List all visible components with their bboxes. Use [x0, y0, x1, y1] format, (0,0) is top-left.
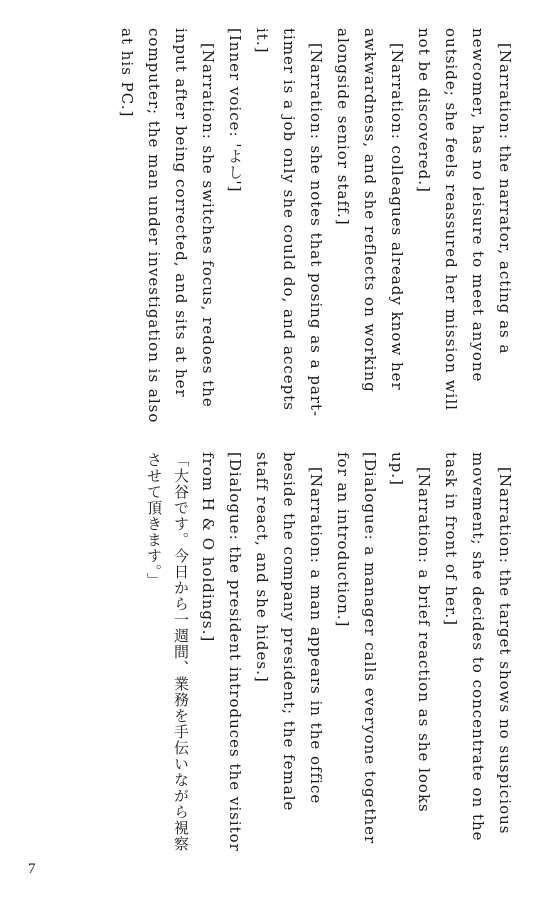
paragraph: [Narration: she switches focus, redoes the input after being corrected, and sits at her computer; the man under investigation is also at his PC.]	[118, 28, 217, 424]
paragraph: [Narration: a brief reaction as she looks up.]	[388, 452, 433, 813]
page-number: 7	[28, 861, 36, 877]
dialogue-line: [Dialogue: a manager calls everyone together for an introduction.]	[334, 452, 379, 845]
paragraph: [Narration: colleagues already know her awkwardness, and she reflects on working alongside senior staff.]	[334, 28, 406, 393]
paragraph: [Narration: the target shows no suspicious movement; she decides to concentrate on the task in front of her.]	[442, 452, 514, 842]
dialogue-line: 「大谷です。今日から一週間、業務を手伝いながら視察させて頂きます。」	[145, 452, 190, 852]
paragraph: [Inner voice: 'よし']	[226, 28, 244, 193]
text-column-bottom	[28, 452, 518, 852]
text-column-top	[28, 28, 518, 428]
paragraph: [Narration: she notes that posing as a part-timer is a job only she could do, and accepts it.]	[253, 28, 325, 418]
dialogue-line: [Dialogue: the president introduces the visitor from H & O holdings.]	[199, 452, 244, 852]
paragraph: [Narration: a man appears in the office beside the company president; the female staff react, and she hides.]	[253, 452, 325, 812]
paragraph: [Narration: the narrator, acting as a newcomer, has no leisure to meet anyone outside; she feels reassured her mission will not be discovered.]	[415, 28, 514, 411]
